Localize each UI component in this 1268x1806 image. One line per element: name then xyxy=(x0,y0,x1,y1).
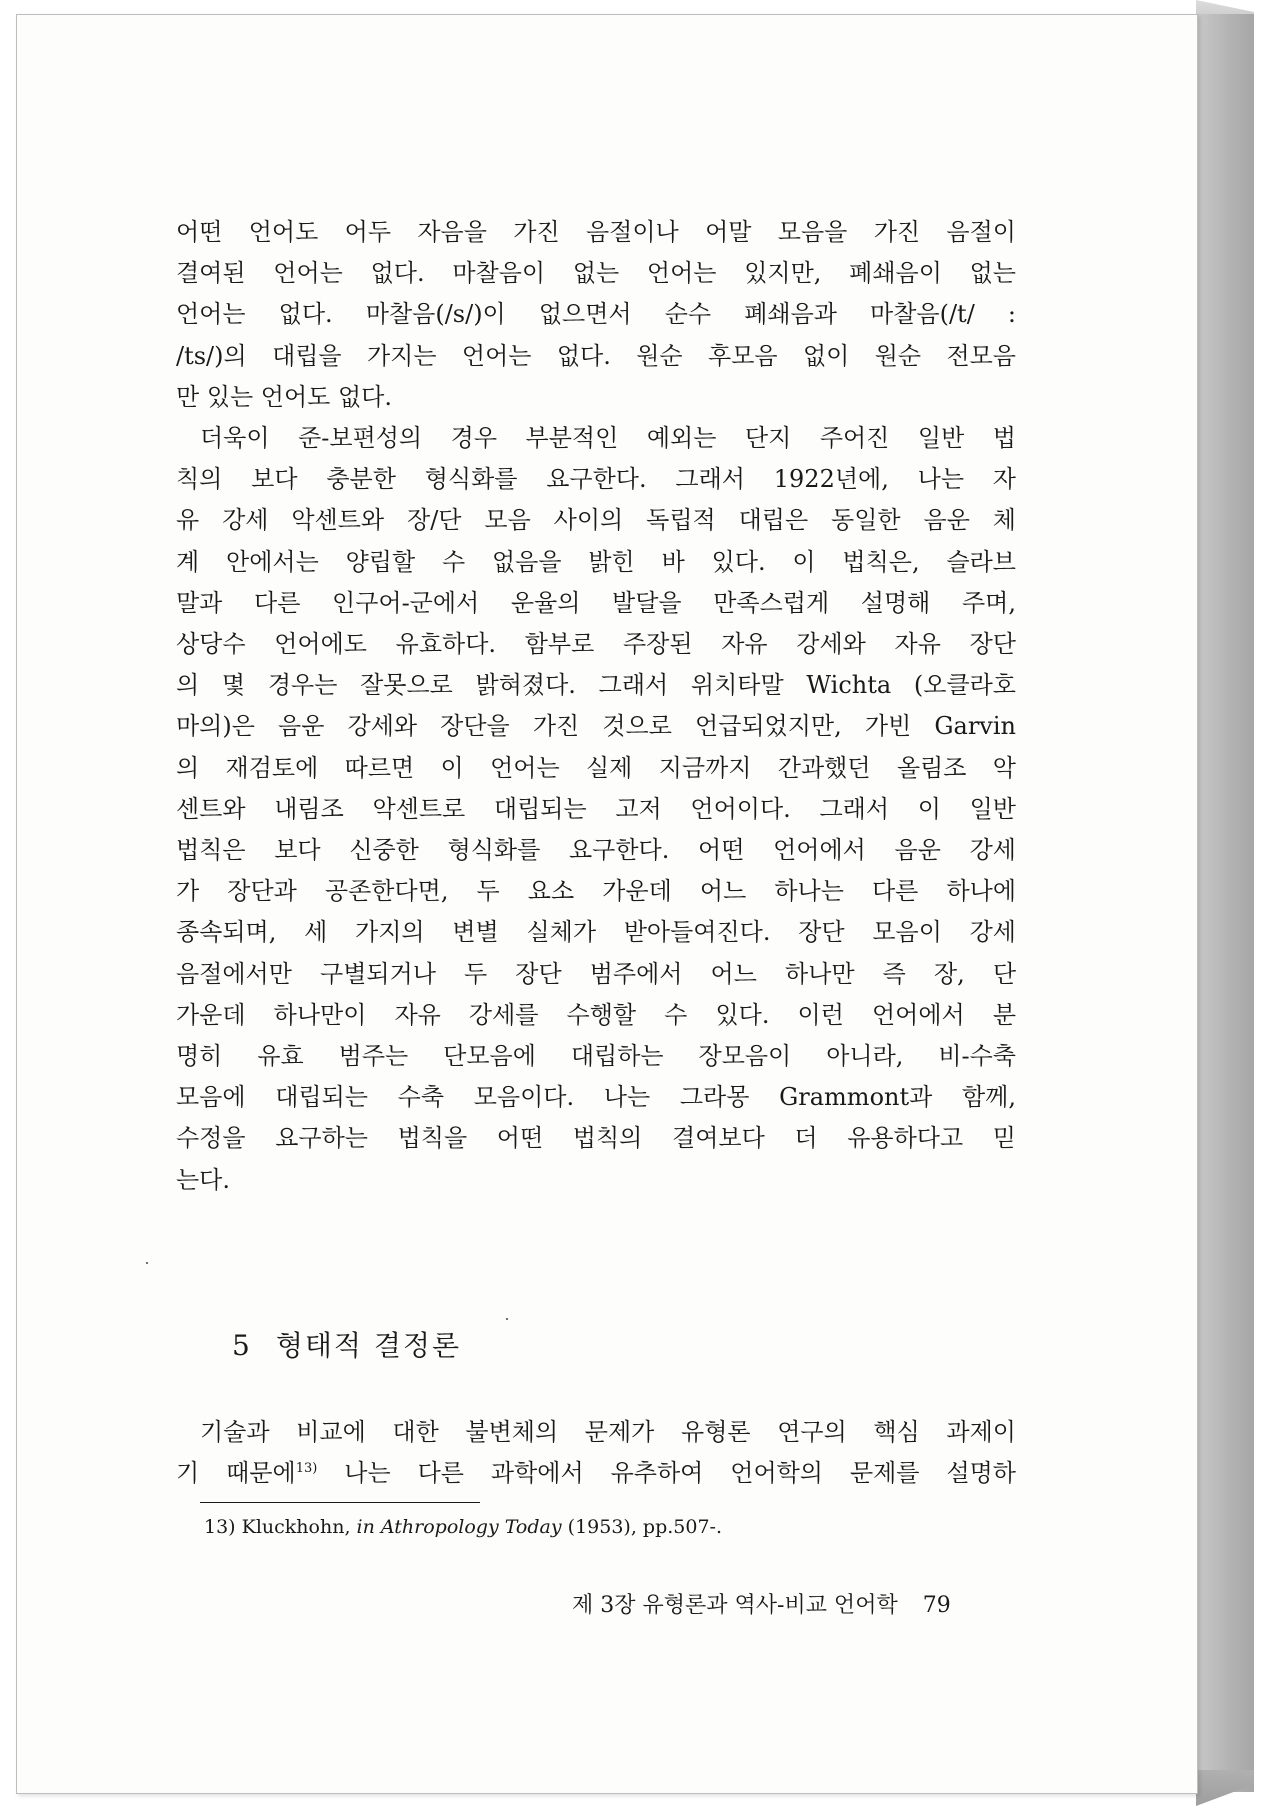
text-line: 마의)은 음운 강세와 장단을 가진 것으로 언급되었지만, 가빈 Garvin xyxy=(176,712,1016,741)
text-line: 음절에서만 구별되거나 두 장단 범주에서 어느 하나만 즉 장, 단 xyxy=(176,959,1016,988)
scan-speck xyxy=(506,1318,508,1320)
text-line: 법칙은 보다 신중한 형식화를 요구한다. 어떤 언어에서 음운 강세 xyxy=(176,836,1016,865)
text-line: 더욱이 준-보편성의 경우 부분적인 예외는 단지 주어진 일반 법 xyxy=(200,424,1016,452)
text-line: 모음에 대립되는 수축 모음이다. 나는 그라몽 Grammont과 함께, xyxy=(176,1083,1016,1112)
text-line: 센트와 내림조 악센트로 대립되는 고저 언어이다. 그래서 이 일반 xyxy=(176,794,1016,823)
text-line: 가운데 하나만이 자유 강세를 수행할 수 있다. 이런 언어에서 분 xyxy=(176,1000,1016,1029)
footer-chapter-title: 유형론과 역사-비교 언어학 xyxy=(642,1593,898,1618)
paragraph-3 xyxy=(176,1412,1016,1494)
page-number: 79 xyxy=(922,1593,951,1618)
footnote xyxy=(204,1516,722,1538)
footnote-details: (1953), pp.507-. xyxy=(567,1516,723,1538)
text-line: 상당수 언어에도 유효하다. 함부로 주장된 자유 강세와 자유 장단 xyxy=(176,630,1016,659)
text-line: 말과 다른 인구어-군에서 운율의 발달을 만족스럽게 설명해 주며, xyxy=(176,588,1016,617)
paragraph-3-text xyxy=(176,1412,1016,1494)
text-line: 명히 유효 범주는 단모음에 대립하는 장모음이 아니라, 비-수축 xyxy=(176,1042,1016,1071)
section-number: 5 xyxy=(232,1329,252,1362)
text-fragment: 기 때문에 xyxy=(176,1459,296,1488)
text-line: 유 강세 악센트와 장/단 모음 사이의 독립적 대립은 동일한 음운 체 xyxy=(176,506,1016,535)
text-line: /ts/)의 대립을 가지는 언어는 없다. 원순 후모음 없이 원순 전모음 xyxy=(176,341,1016,370)
footer-chapter: 제 3장 xyxy=(572,1593,636,1618)
footnote-divider xyxy=(200,1502,480,1503)
text-line: 만 있는 언어도 없다. xyxy=(176,382,392,411)
text-line: 는다. xyxy=(176,1165,230,1194)
text-line: 의 재검토에 따르면 이 언어는 실제 지금까지 간과했던 올림조 악 xyxy=(176,753,1016,782)
footnote-title: in Athropology Today xyxy=(356,1516,562,1538)
paragraph-1-text xyxy=(176,212,1016,418)
running-footer xyxy=(572,1588,951,1619)
text-line: 결여된 언어는 없다. 마찰음이 없는 언어는 있지만, 폐쇄음이 없는 xyxy=(176,259,1016,288)
text-line: 칙의 보다 충분한 형식화를 요구한다. 그래서 1922년에, 나는 자 xyxy=(176,465,1016,494)
section-heading xyxy=(232,1324,461,1364)
text-line: 어떤 언어도 어두 자음을 가진 음절이나 어말 모음을 가진 음절이 xyxy=(176,218,1016,246)
section-title: 형태적 결정론 xyxy=(275,1329,462,1362)
footnote-reference[interactable]: 13) xyxy=(295,1461,318,1477)
paragraph-1 xyxy=(176,212,1016,418)
text-line: 가 장단과 공존한다면, 두 요소 가운데 어느 하나는 다른 하나에 xyxy=(176,877,1016,906)
text-line xyxy=(176,1453,1016,1494)
paragraph-2 xyxy=(176,418,1016,1201)
text-line: 기술과 비교에 대한 불변체의 문제가 유형론 연구의 핵심 과제이 xyxy=(200,1418,1016,1446)
text-line: 의 몇 경우는 잘못으로 밝혀졌다. 그래서 위치타말 Wichta (오클라호 xyxy=(176,671,1016,700)
text-line: 계 안에서는 양립할 수 없음을 밝힌 바 있다. 이 법칙은, 슬라브 xyxy=(176,547,1016,576)
text-line: 수정을 요구하는 법칙을 어떤 법칙의 결여보다 더 유용하다고 믿 xyxy=(176,1124,1016,1153)
scan-speck xyxy=(146,1262,148,1264)
text-line: 언어는 없다. 마찰음(/s/)이 없으면서 순수 폐쇄음과 마찰음(/t/ : xyxy=(176,300,1016,329)
text-line: 종속되며, 세 가지의 변별 실체가 받아들여진다. 장단 모음이 강세 xyxy=(176,918,1016,947)
footnote-author: Kluckhohn, xyxy=(241,1516,351,1538)
footnote-marker: 13) xyxy=(204,1516,236,1538)
book-spine xyxy=(1196,14,1254,1792)
paragraph-2-text xyxy=(176,418,1016,1201)
text-fragment: 나는 다른 과학에서 유추하여 언어학의 문제를 설명하 xyxy=(317,1459,1016,1488)
